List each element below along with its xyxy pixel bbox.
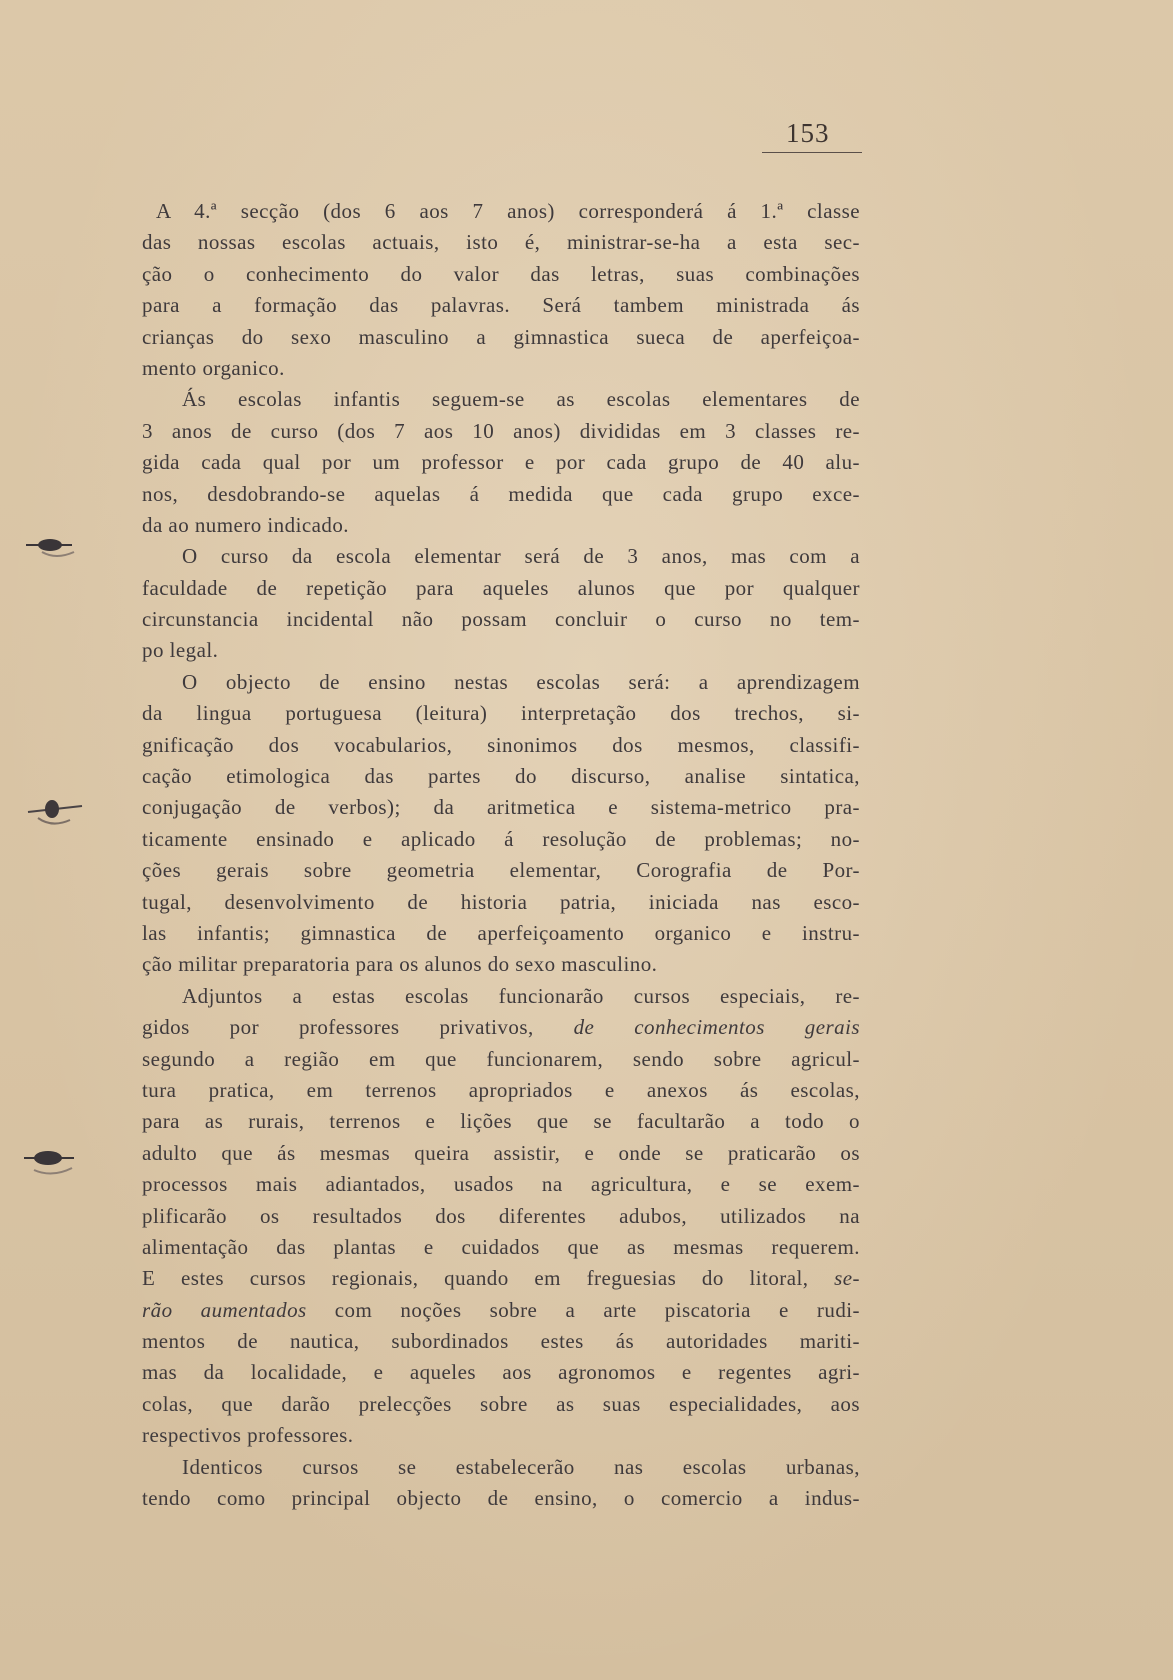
text-line	[142, 604, 860, 635]
text-line	[142, 353, 860, 384]
text-segment: ções gerais sobre geometria elementar, Corografia de Por-	[142, 858, 860, 883]
text-segment: las infantis; gimnastica de aperfeiçoamento organico e instru-	[142, 920, 860, 945]
text-line	[142, 730, 860, 761]
text-segment: com noções sobre a arte piscatoria e rudi-	[306, 1297, 860, 1322]
text-line	[142, 1138, 860, 1169]
text-segment: tugal, desenvolvimento de historia patria, iniciada nas esco-	[142, 889, 860, 914]
text-segment: processos mais adiantados, usados na agricultura, e se exem-	[142, 1172, 860, 1197]
text-segment: plificarão os resultados dos diferentes adubos, utilizados na	[142, 1203, 860, 1228]
text-segment: Ás escolas infantis seguem-se as escolas elementares de	[182, 387, 860, 412]
page-number-rule	[762, 152, 862, 153]
text-line	[142, 416, 860, 447]
binding-hole-mark	[12, 792, 102, 832]
text-segment: colas, que darão prelecções sobre as suas especialidades, aos	[142, 1391, 860, 1416]
text-line	[142, 1483, 860, 1514]
text-segment: circunstancia incidental não possam concluir o curso no tem-	[142, 607, 860, 632]
text-segment: 3 anos de curso (dos 7 aos 10 anos) divididas em 3 classes re-	[142, 418, 860, 443]
text-segment: alimentação das plantas e cuidados que as mesmas requerem.	[142, 1234, 860, 1259]
text-segment: adulto que ás mesmas queira assistir, e onde se praticarão os	[142, 1140, 860, 1165]
text-line	[142, 1295, 860, 1326]
text-segment: para as rurais, terrenos e lições que se facultarão a todo o	[142, 1109, 860, 1134]
text-line	[142, 1389, 860, 1420]
text-line	[142, 1075, 860, 1106]
text-segment: po legal.	[142, 638, 219, 663]
text-line	[142, 290, 860, 321]
text-segment: gidos por professores privativos,	[142, 1015, 574, 1040]
text-segment: faculdade de repetição para aqueles alunos que por qualquer	[142, 575, 860, 600]
text-segment: da ao numero indicado.	[142, 512, 350, 537]
text-line	[142, 887, 860, 918]
text-line	[142, 761, 860, 792]
text-line	[142, 510, 860, 541]
text-segment: para a formação das palavras. Será tambem ministrada ás	[142, 293, 860, 318]
text-line	[142, 259, 860, 290]
text-segment: segundo a região em que funcionarem, sendo sobre agricul-	[142, 1046, 860, 1071]
text-line	[142, 1420, 860, 1451]
text-segment: gnificação dos vocabularios, sinonimos dos mesmos, classifi-	[142, 732, 860, 757]
text-segment: mentos de nautica, subordinados estes ás autoridades mariti-	[142, 1329, 860, 1354]
text-line	[142, 792, 860, 823]
text-line	[142, 479, 860, 510]
text-line	[142, 541, 860, 572]
text-line	[142, 196, 860, 227]
text-line	[142, 1452, 860, 1483]
text-line	[142, 949, 860, 980]
text-segment: O objecto de ensino nestas escolas será: a aprendizagem	[182, 669, 860, 694]
text-line	[142, 981, 860, 1012]
text-line	[142, 1357, 860, 1388]
text-segment: mento organico.	[142, 355, 285, 380]
text-segment: Identicos cursos se estabelecerão nas escolas urbanas,	[182, 1454, 860, 1479]
text-line	[142, 1044, 860, 1075]
text-line	[142, 227, 860, 258]
text-line	[142, 1012, 860, 1043]
text-segment: nos, desdobrando-se aquelas á medida que cada grupo exce-	[142, 481, 860, 506]
text-segment: da lingua portuguesa (leitura) interpretação dos trechos, si-	[142, 701, 860, 726]
text-segment: respectivos professores.	[142, 1423, 354, 1448]
page-number: 153	[786, 118, 830, 148]
text-segment: ção militar preparatoria para os alunos do sexo masculino.	[142, 952, 658, 977]
text-segment: tura pratica, em terrenos apropriados e anexos ás escolas,	[142, 1077, 860, 1102]
italic-text: de conhecimentos gerais	[573, 1015, 860, 1040]
text-line	[142, 667, 860, 698]
text-line	[142, 824, 860, 855]
text-line	[142, 698, 860, 729]
text-segment: crianças do sexo masculino a gimnastica sueca de aperfeiçoa-	[142, 324, 860, 349]
text-line	[142, 1263, 860, 1294]
text-line	[142, 384, 860, 415]
binding-hole-mark	[12, 528, 102, 568]
text-line	[142, 918, 860, 949]
text-line	[142, 447, 860, 478]
text-segment: cação etimologica das partes do discurso, analise sintatica,	[142, 764, 860, 789]
text-segment: mas da localidade, e aqueles aos agronomos e regentes agri-	[142, 1360, 860, 1385]
text-line	[142, 1232, 860, 1263]
text-line	[142, 1326, 860, 1357]
text-line	[142, 1169, 860, 1200]
text-line	[142, 635, 860, 666]
text-segment: gida cada qual por um professor e por cada grupo de 40 alu-	[142, 450, 860, 475]
text-segment: tendo como principal objecto de ensino, o comercio a indus-	[142, 1486, 860, 1511]
body-text	[142, 196, 860, 1514]
text-line	[142, 1201, 860, 1232]
text-segment: A 4.ª secção (dos 6 aos 7 anos) corresponderá á 1.ª classe	[156, 199, 860, 223]
text-line	[142, 855, 860, 886]
text-segment: ção o conhecimento do valor das letras, suas combinações	[142, 261, 860, 286]
italic-text: rão aumentados	[142, 1297, 307, 1322]
text-segment: conjugação de verbos); da aritmetica e sistema-metrico pra-	[142, 795, 860, 820]
text-line	[142, 1106, 860, 1137]
text-segment: ticamente ensinado e aplicado á resolução de problemas; no-	[142, 826, 860, 851]
text-line	[142, 322, 860, 353]
italic-text: se-	[834, 1266, 860, 1291]
text-line	[142, 573, 860, 604]
text-segment: Adjuntos a estas escolas funcionarão cursos especiais, re-	[182, 983, 860, 1008]
text-segment: E estes cursos regionais, quando em freguesias do litoral,	[142, 1266, 835, 1291]
binding-hole-mark	[12, 1142, 102, 1182]
text-segment: das nossas escolas actuais, isto é, ministrar-se-ha a esta sec-	[142, 230, 860, 255]
text-segment: O curso da escola elementar será de 3 anos, mas com a	[182, 544, 860, 569]
